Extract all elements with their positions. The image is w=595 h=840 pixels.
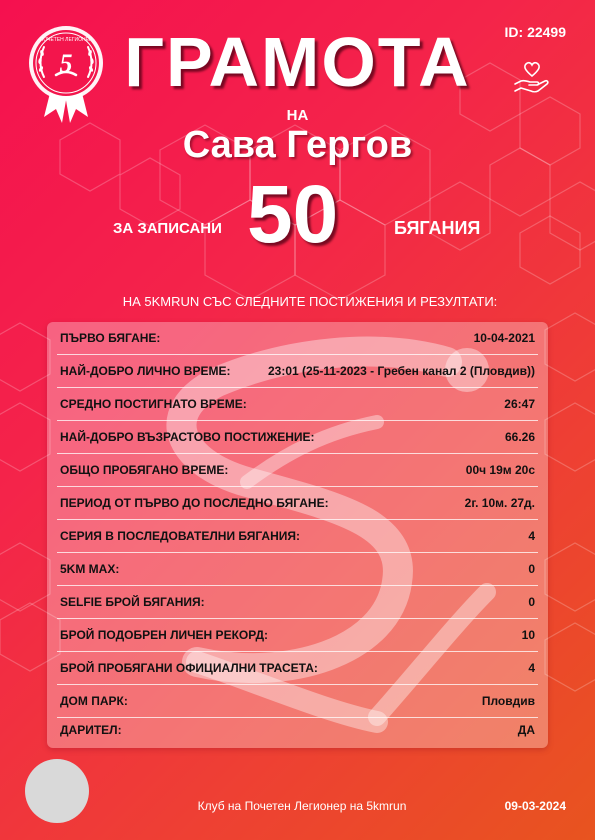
hand-heart-icon: [512, 60, 552, 96]
stat-row: [57, 619, 538, 652]
intro-text: НА 5KMRUN СЪС СЛЕДНИТЕ ПОСТИЖЕНИЯ И РЕЗУЛТАТИ:: [122, 294, 498, 309]
stat-value: 26:47: [504, 397, 535, 411]
footer-text: Клуб на Почетен Легионер на 5kmrun: [197, 799, 407, 813]
stat-row: [57, 520, 538, 553]
stat-row: [57, 487, 538, 520]
stat-value: 00ч 19м 20с: [465, 463, 535, 477]
run-count: 50: [247, 169, 339, 260]
stat-row: [57, 322, 538, 355]
stat-label: 5KM MAX:: [60, 562, 120, 576]
logo-text: ПОЧЕТЕН ЛЕГИОНЕР: [39, 37, 93, 43]
recipient-name: Сава Гергов: [182, 124, 413, 166]
certificate-id: ID: 22499: [504, 24, 566, 40]
certificate-title: ГРАМОТА: [124, 23, 471, 101]
stat-value: 10-04-2021: [473, 331, 535, 345]
stats-card: [47, 322, 548, 748]
stat-label: НАЙ-ДОБРО ЛИЧНО ВРЕМЕ:: [60, 364, 231, 378]
stat-label: БРОЙ ПОДОБРЕН ЛИЧЕН РЕКОРД:: [60, 628, 269, 642]
stat-label: СРЕДНО ПОСТИГНАТО ВРЕМЕ:: [60, 397, 247, 411]
stat-value: 66.26: [504, 430, 535, 444]
stat-value: Пловдив: [481, 694, 535, 708]
stat-label: ОБЩО ПРОБЯГАНО ВРЕМЕ:: [60, 463, 229, 477]
stat-label: СЕРИЯ В ПОСЛЕДОВАТЕЛНИ БЯГАНИЯ:: [60, 529, 300, 543]
stat-label: НАЙ-ДОБРО ВЪЗРАСТОВО ПОСТИЖЕНИЕ:: [60, 430, 315, 444]
stat-row: [57, 553, 538, 586]
issue-date: 09-03-2024: [504, 799, 566, 813]
stat-value: 10: [521, 628, 535, 642]
stat-row: [57, 421, 538, 454]
stat-value: ДА: [517, 723, 535, 737]
stat-label: ДОМ ПАРК:: [60, 694, 128, 708]
stat-value: 23:01 (25-11-2023 - Гребен канал 2 (Пловдив)): [268, 364, 535, 378]
stat-label: ДАРИТЕЛ:: [60, 723, 122, 737]
stat-row: [57, 388, 538, 421]
stat-value: 0: [528, 595, 535, 609]
stat-value: 4: [528, 661, 535, 675]
stat-value: 4: [528, 529, 535, 543]
stat-row: [57, 714, 538, 746]
stat-label: ПЪРВО БЯГАНЕ:: [60, 331, 161, 345]
stat-row: [57, 454, 538, 487]
round-seal: [25, 759, 89, 823]
stat-label: SELFIE БРОЙ БЯГАНИЯ:: [60, 595, 205, 609]
stat-value: 2г. 10м. 27д.: [464, 496, 535, 510]
runs-label: БЯГАНИЯ: [394, 218, 481, 238]
stat-row: [57, 355, 538, 388]
stat-value: 0: [528, 562, 535, 576]
stat-row: [57, 652, 538, 685]
na-label: НА: [286, 107, 309, 124]
recorded-label: ЗА ЗАПИСАНИ: [113, 220, 222, 237]
svg-text:5: 5: [59, 49, 73, 78]
stat-row: [57, 586, 538, 619]
stat-label: БРОЙ ПРОБЯГАНИ ОФИЦИАЛНИ ТРАСЕТА:: [60, 661, 318, 675]
stat-label: ПЕРИОД ОТ ПЪРВО ДО ПОСЛЕДНО БЯГАНЕ:: [60, 496, 329, 510]
